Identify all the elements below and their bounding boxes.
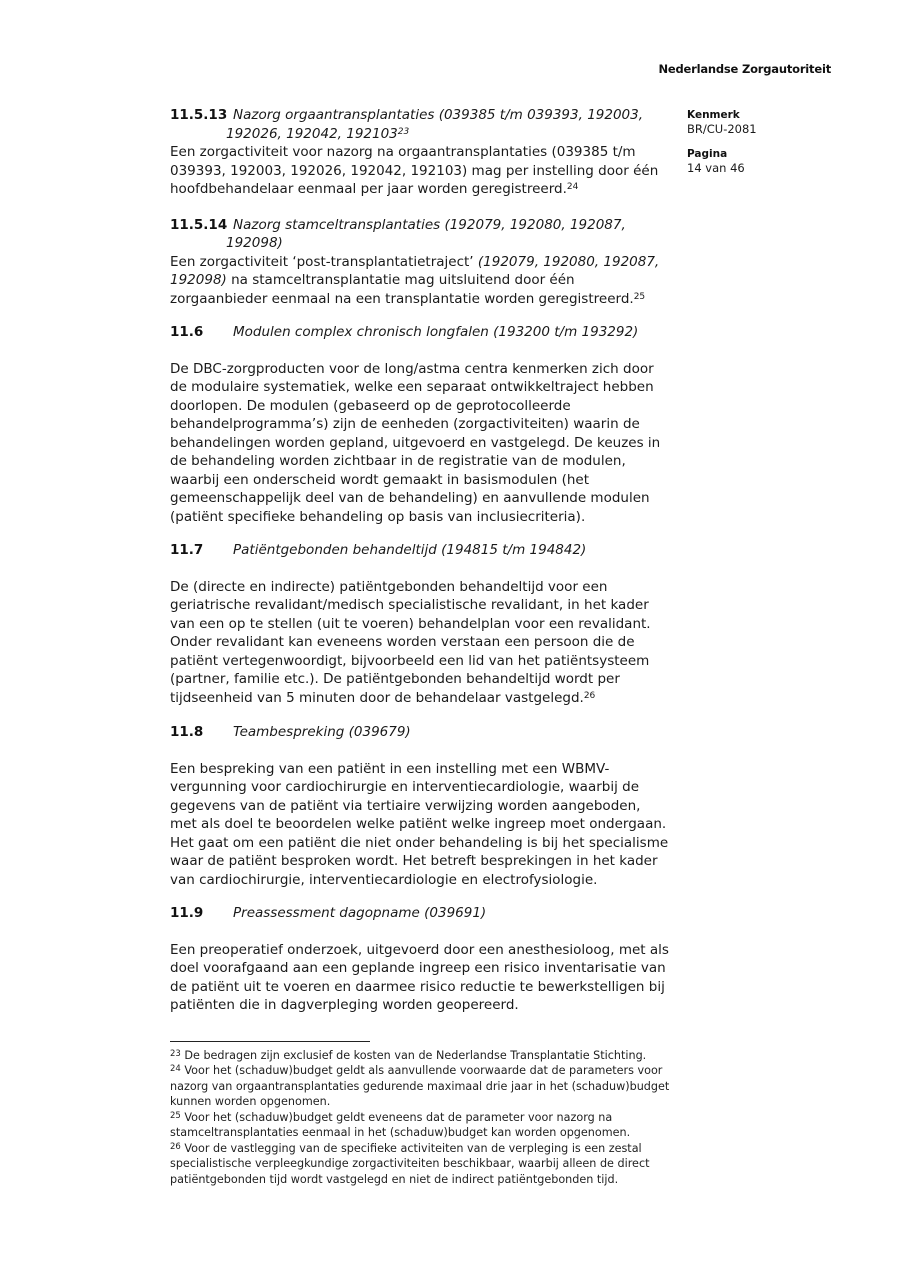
section-title: Modulen complex chronisch longfalen (193200 t/m 193292) — [233, 324, 639, 340]
footnote-text: De bedragen zijn exclusief de kosten van de Nederlandse Transplantatie Stichting. — [180, 1048, 647, 1062]
footnote-24 — [170, 1063, 670, 1110]
footnote-23 — [170, 1048, 670, 1064]
section-number: 11.7 — [170, 542, 204, 558]
section-number: 11.5.13 — [170, 107, 228, 123]
footnote-ref-26: 26 — [583, 690, 596, 701]
section-number: 11.8 — [170, 724, 204, 740]
section-heading-11-5-13 — [170, 106, 670, 143]
footnotes-block — [170, 1048, 670, 1188]
pagina-label: Pagina — [687, 148, 728, 160]
footnote-number: 24 — [170, 1064, 181, 1074]
section-title: Preassessment dagopname (039691) — [233, 905, 487, 921]
section-number: 11.5.14 — [170, 216, 228, 233]
section-number: 11.9 — [170, 905, 204, 921]
footnote-ref-24: 24 — [566, 182, 579, 192]
kenmerk-block — [687, 108, 837, 136]
footnote-25 — [170, 1110, 670, 1141]
paragraph-11-8: Een bespreking van een patiënt in een instelling met een WBMV-vergunning voor cardiochirurgie en interventiecardiologie, waarbij de gegevens van de patiënt via tertiaire verwijzing worden aangeboden, met als doel te beoordelen welke patiënt welke ingreep moet ondergaan. Het gaat om een patiënt die niet onder behandeling is bij het specialisme waar de patiënt besproken wordt. Het betreft besprekingen in het kader van cardiochirurgie, interventiecardiologie en electrofysiologie. — [170, 760, 669, 888]
heading-line-2: 192098) — [226, 235, 283, 251]
section-heading-11-6 — [170, 323, 670, 342]
paragraph-11-7: De (directe en indirecte) patiëntgebonden behandeltijd voor een geriatrische revalidant/medisch specialistische revalidant, in het kader van een op te stellen (uit te voeren) behandelplan voor een revalidant. Onder revalidant kan eveneens worden verstaan een persoon die de patiënt vertegenwoordigt, bijvoorbeeld een lid van het patiëntsysteem (partner, familie etc.). De patiëntgebonden behandeltijd wordt per tijdseenheid van 5 minuten door de behandelaar vastgelegd.$^{26}$ — [170, 578, 651, 706]
section-title: Patiëntgebonden behandeltijd (194815 t/m 194842) — [233, 542, 587, 558]
footnote-number: 23 — [170, 1048, 181, 1059]
meta-sidebar — [687, 108, 837, 186]
kenmerk-value: BR/CU-2081 — [687, 122, 757, 136]
main-text-column — [170, 0, 670, 1187]
section-heading-11-7 — [170, 541, 670, 560]
paragraph-11-5-14: Een zorgactiviteit ‘post-transplantatietraject’ (192079, 192080, 192087, 192098) na stamceltransplantatie mag uitsluitend door één zorgaanbieder eenmaal na een transplantatie worden geregistreerd.$^{25}$ — [170, 253, 660, 307]
section-heading-11-8 — [170, 723, 670, 742]
paragraph-11-6: De DBC-zorgproducten voor de long/astma centra kenmerken zich door de modulaire systematiek, welke een separaat ontwikkeltraject hebben doorlopen. De modulen (gebaseerd op de geprotocolleerde behandelprogramma’s) zijn de eenheden (zorgactiviteiten) waarin de behandelingen worden gepland, uitgevoerd en vastgelegd. De keuzes in de behandeling worden zichtbaar in de registratie van de modulen, waarbij een onderscheid wordt gemaakt in basismodulen (het gemeenschappelijk deel van de behandeling) en aanvullende modulen (patiënt specifieke behandeling op basis van inclusiecriteria). — [170, 360, 661, 525]
footnote-text: Voor het (schaduw)budget geldt eveneens dat de parameter voor nazorg na stamceltransplantaties eenmaal in het (schaduw)budget kan worden opgenomen. — [170, 1110, 631, 1139]
footnote-number: 26 — [170, 1141, 181, 1152]
paragraph-11-5-13: Een zorgactiviteit voor nazorg na orgaantransplantaties (039385 t/m 039393, 192003, 192026, 192042, 192103) mag per instelling door één hoofdbehandelaar eenmaal per jaar worden geregistreerd.$^{24}$ — [170, 144, 659, 197]
section-heading-11-9 — [170, 904, 670, 923]
paragraph-11-9: Een preoperatief onderzoek, uitgevoerd door een anesthesioloog, met als doel voorafgaand aan een geplande ingreep een risico inventarisatie van de patiënt uit te voeren en daarmee risico reductie te bewerkstelligen bij patiënten die in dagverpleging worden geopereerd. — [170, 941, 669, 1013]
pagina-value: 14 van 46 — [687, 161, 745, 175]
heading-line-1 — [170, 216, 670, 235]
footnote-26 — [170, 1141, 670, 1188]
pagina-block — [687, 147, 837, 175]
footnote-separator — [170, 1041, 370, 1042]
section-title: Teambespreking (039679) — [233, 724, 411, 740]
footnote-text: Voor de vastlegging van de specifieke activiteiten van de verpleging is een zestal specialistische verpleegkundige zorgactiviteiten beschikbaar, waarbij alleen de direct patiëntgebonden tijd wordt vastgelegd en niet de indirect patiëntgebonden tijd. — [170, 1141, 650, 1186]
heading-line-1 — [170, 106, 670, 125]
footnote-ref-25: 25 — [633, 291, 646, 302]
section-title: Nazorg orgaantransplantaties (039385 t/m 039393, 192003, — [233, 107, 644, 123]
brand-text: Nederlandse Zorgautoriteit — [658, 62, 831, 76]
footnote-ref-23: 23 — [397, 126, 410, 137]
section-number: 11.6 — [170, 324, 204, 340]
section-heading-11-5-14 — [170, 216, 670, 253]
footnote-number: 25 — [170, 1110, 181, 1121]
footnote-text: Voor het (schaduw)budget geldt als aanvullende voorwaarde dat de parameters voor nazorg van orgaantransplantaties gedurende maximaal drie jaar in het (schaduw)budget kunnen worden opgenomen. — [170, 1064, 670, 1108]
kenmerk-label: Kenmerk — [687, 109, 740, 121]
heading-line-2: 192026, 192042, 192103$^{23}$ — [226, 125, 410, 142]
section-title: Nazorg stamceltransplantaties (192079, 192080, 192087, — [233, 216, 626, 233]
